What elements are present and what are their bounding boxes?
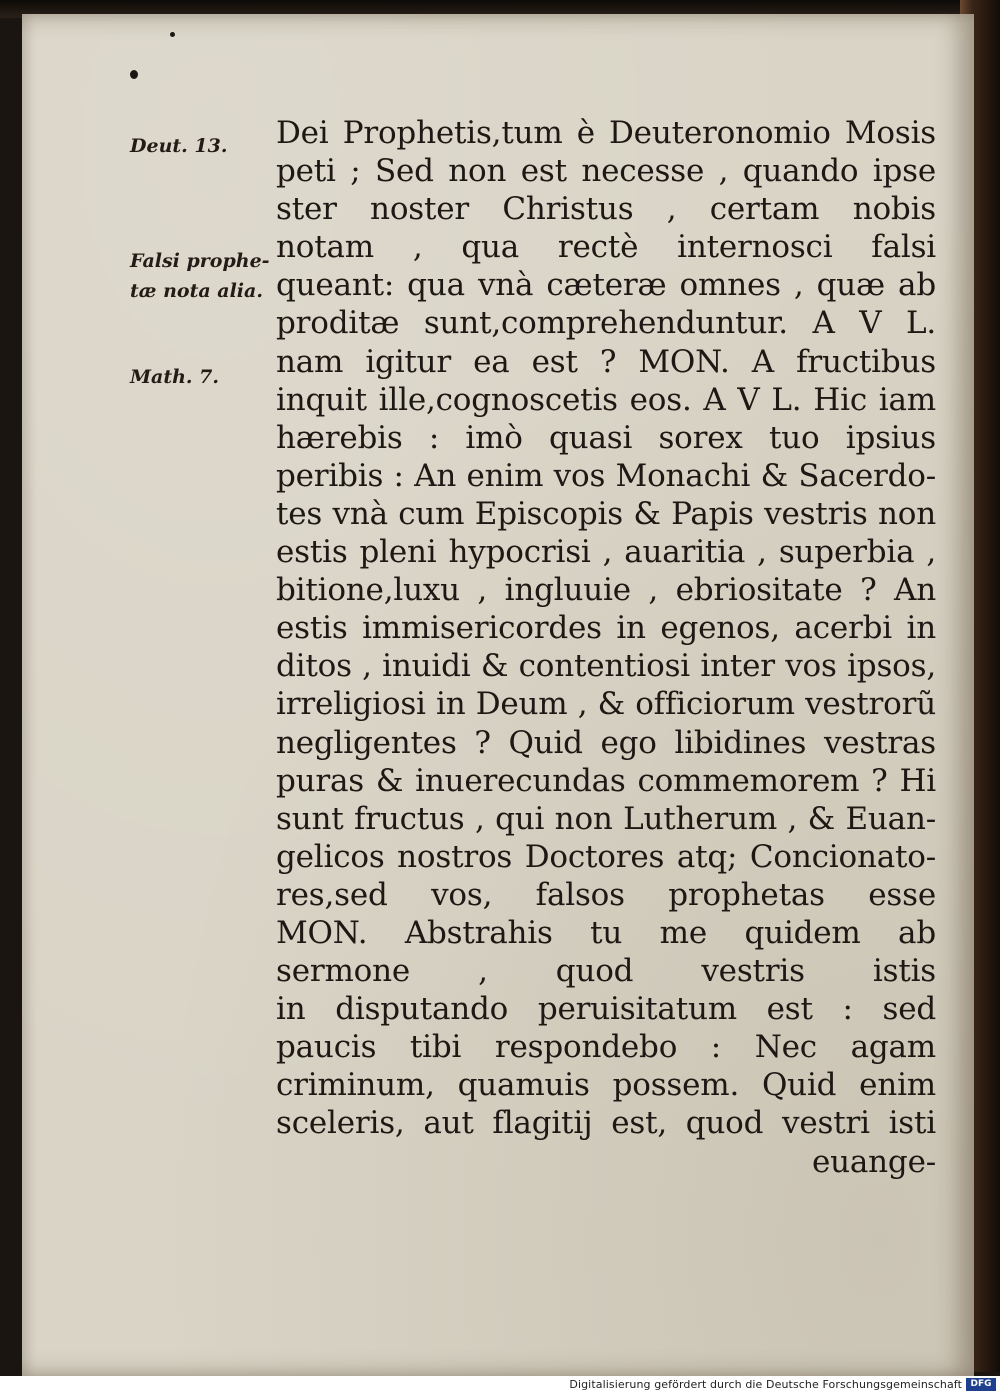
margin-note-deut: Deut. 13.: [130, 135, 228, 157]
text-line: peribis : An enim vos Monachi & Sacerdo-: [276, 457, 936, 494]
text-line: hærebis : imò quasi sorex tuo ipsius: [276, 419, 936, 456]
text-line: Dei Prophetis,tum è Deuteronomio Mosis: [276, 115, 936, 151]
main-text-block: [276, 114, 936, 1181]
margin-note-falsi-2: tæ nota alia.: [130, 280, 263, 302]
text-line: estis immisericordes in egenos, acerbi in: [276, 610, 936, 647]
text-line: peti ; Sed non est necesse , quando ipse: [276, 153, 936, 190]
text-line: ditos , inuidi & contentiosi inter vos ipsos,: [276, 648, 936, 685]
text-line: tes vnà cum Episcopis & Papis vestris non: [276, 495, 936, 532]
funding-credit: Digitalisierung gefördert durch die Deutsche Forschungsgemeinschaft: [569, 1378, 962, 1391]
text-line: in disputando peruisitatum est : sed: [276, 991, 936, 1028]
text-line: puras & inuerecundas commemorem ? Hi: [276, 762, 936, 799]
text-line: irreligiosi in Deum , & officiorum vestrorũ: [276, 686, 936, 723]
margin-note-falsi-1: Falsi prophe-: [130, 250, 270, 272]
digitization-footer: [0, 1376, 1000, 1394]
text-line: paucis tibi respondebo : Nec agam: [276, 1029, 936, 1066]
text-line: MON. Abstrahis tu me quidem ab: [276, 914, 936, 951]
text-line: nam igitur ea est ? MON. A fructibus: [276, 343, 936, 380]
text-line: negligentes ? Quid ego libidines vestras: [276, 724, 936, 761]
text-line: ster noster Christus , certam nobis: [276, 191, 936, 228]
text-line: bitione,luxu , ingluuie , ebriositate ? An: [276, 572, 936, 609]
margin-note-math: Math. 7.: [130, 366, 219, 388]
text-line: res,sed vos, falsos prophetas esse: [276, 876, 936, 913]
ink-speck-1: [170, 32, 175, 37]
text-line: gelicos nostros Doctores atq; Concionato-: [276, 838, 936, 875]
text-line: sunt fructus , qui non Lutherum , & Euan-: [276, 800, 936, 837]
dfg-logo: DFG: [966, 1378, 996, 1391]
text-line: criminum, quamuis possem. Quid enim: [276, 1067, 936, 1104]
text-line: sermone , quod vestris istis: [276, 953, 936, 990]
text-line: sceleris, aut flagitij est, quod vestri isti: [276, 1105, 936, 1142]
text-line: estis pleni hypocrisi , auaritia , superbia ,: [276, 534, 936, 571]
text-line: notam , qua rectè internosci falsi: [276, 229, 936, 266]
text-line: proditæ sunt,comprehenduntur. A V L.: [276, 305, 936, 342]
text-line: inquit ille,cognoscetis eos. A V L. Hic iam: [276, 381, 936, 418]
catchword: euange-: [811, 1143, 936, 1180]
text-line: queant: qua vnà cæteræ omnes , quæ ab: [276, 267, 936, 304]
ink-speck-2: [130, 70, 138, 79]
